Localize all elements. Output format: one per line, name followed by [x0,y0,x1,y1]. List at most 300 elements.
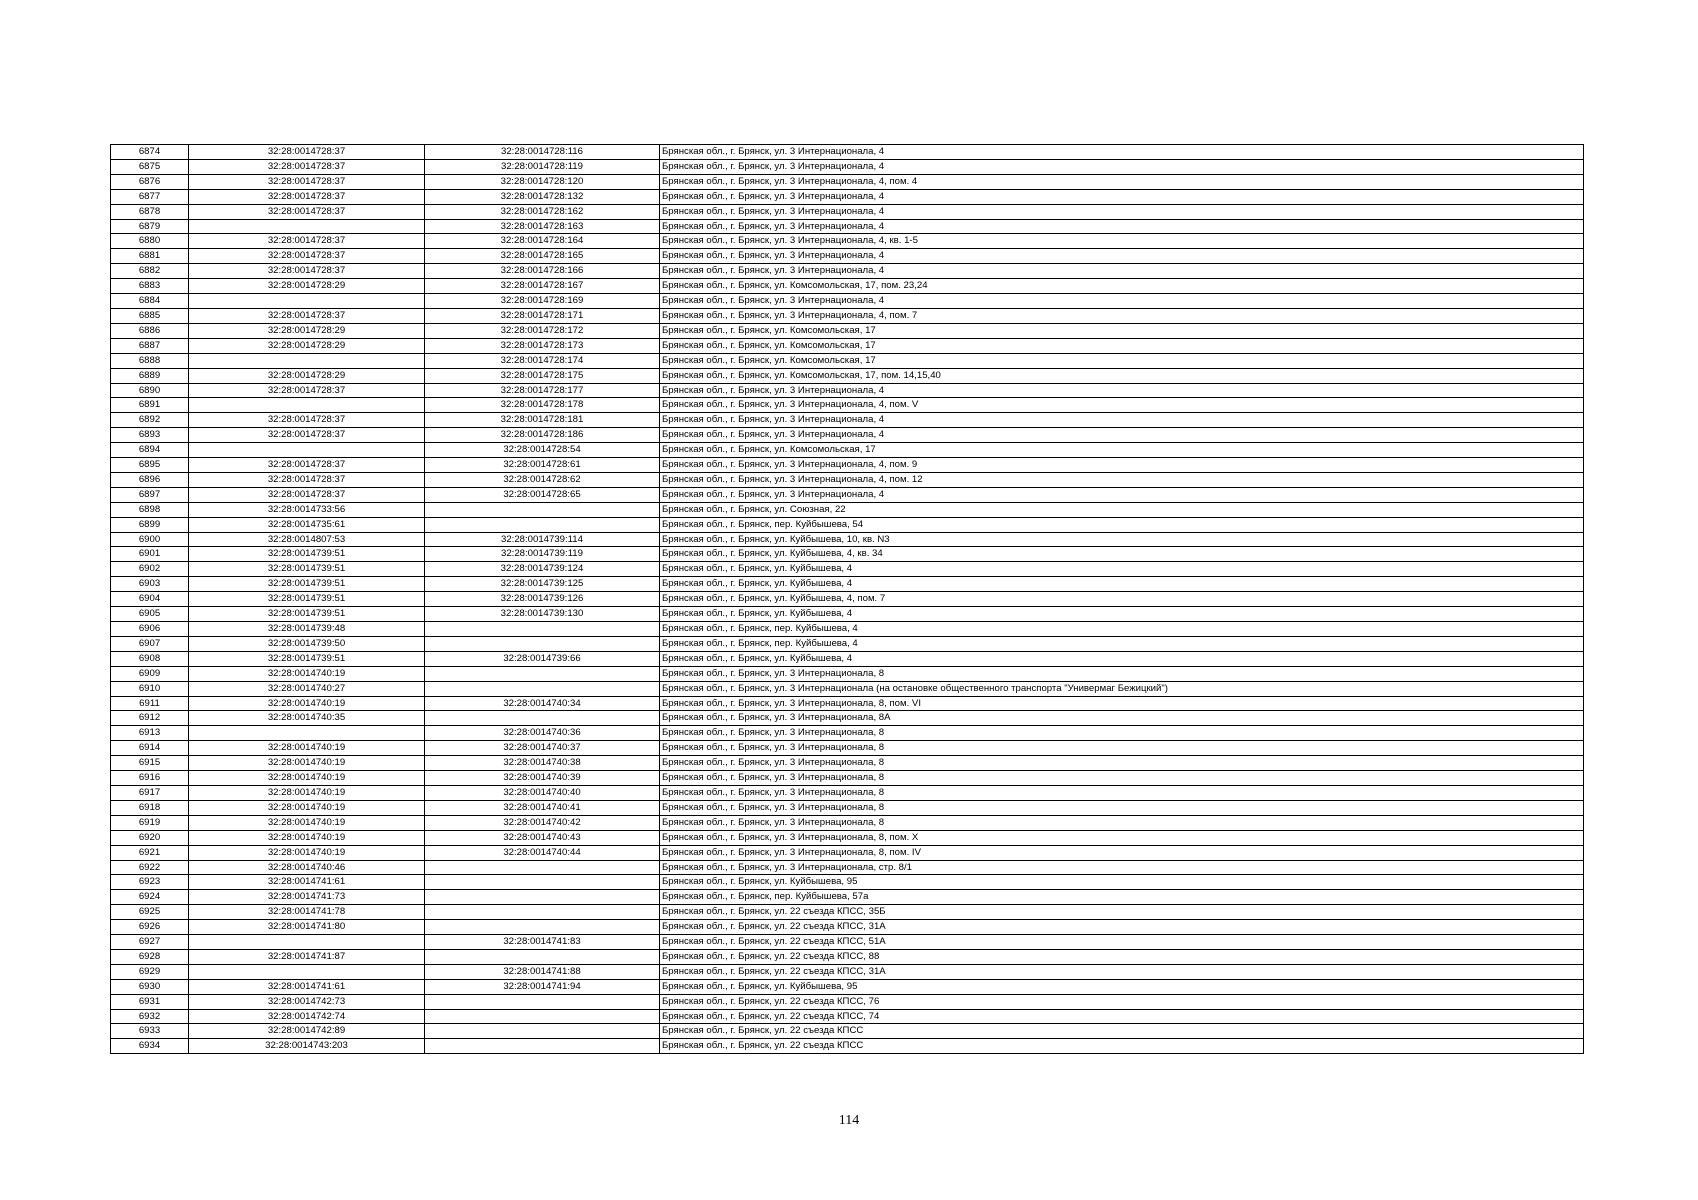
address-cell: Брянская обл., г. Брянск, ул. Куйбышева, 4 [660,577,1584,592]
parent-cadastral-number-cell: 32:28:0014728:37 [189,413,425,428]
row-number-cell: 6913 [111,726,189,741]
cadastral-number-cell: 32:28:0014740:39 [425,771,660,786]
address-cell: Брянская обл., г. Брянск, ул. Союзная, 22 [660,502,1584,517]
address-cell: Брянская обл., г. Брянск, ул. Комсомольская, 17 [660,323,1584,338]
cadastral-number-cell [425,994,660,1009]
cadastral-number-cell: 32:28:0014740:42 [425,815,660,830]
cadastral-number-cell: 32:28:0014739:130 [425,607,660,622]
parent-cadastral-number-cell: 32:28:0014728:37 [189,204,425,219]
parent-cadastral-number-cell [189,964,425,979]
table-row [111,308,1584,323]
address-cell: Брянская обл., г. Брянск, ул. Комсомольская, 17 [660,443,1584,458]
parent-cadastral-number-cell: 32:28:0014739:51 [189,651,425,666]
cadastral-number-cell: 32:28:0014728:177 [425,383,660,398]
table-row [111,353,1584,368]
parent-cadastral-number-cell: 32:28:0014728:37 [189,189,425,204]
row-number-cell: 6925 [111,905,189,920]
parent-cadastral-number-cell: 32:28:0014741:80 [189,920,425,935]
parent-cadastral-number-cell [189,726,425,741]
parent-cadastral-number-cell: 32:28:0014740:19 [189,815,425,830]
parent-cadastral-number-cell [189,398,425,413]
cadastral-number-cell: 32:28:0014728:61 [425,458,660,473]
address-cell: Брянская обл., г. Брянск, ул. 3 Интернационала, 4, кв. 1-5 [660,234,1584,249]
table-row [111,443,1584,458]
table-row [111,771,1584,786]
parent-cadastral-number-cell [189,294,425,309]
address-cell: Брянская обл., г. Брянск, ул. Куйбышева, 4 [660,562,1584,577]
row-number-cell: 6921 [111,845,189,860]
parent-cadastral-number-cell: 32:28:0014728:29 [189,368,425,383]
parent-cadastral-number-cell: 32:28:0014740:19 [189,666,425,681]
table-row [111,592,1584,607]
cadastral-number-cell: 32:28:0014728:162 [425,204,660,219]
row-number-cell: 6927 [111,935,189,950]
parent-cadastral-number-cell: 32:28:0014742:89 [189,1024,425,1039]
address-cell: Брянская обл., г. Брянск, ул. 3 Интернационала, 4 [660,294,1584,309]
row-number-cell: 6902 [111,562,189,577]
table-row [111,562,1584,577]
table-row [111,145,1584,160]
address-cell: Брянская обл., г. Брянск, ул. 3 Интернационала, 8 [660,756,1584,771]
cadastral-number-cell: 32:28:0014739:124 [425,562,660,577]
cadastral-number-cell [425,1009,660,1024]
address-cell: Брянская обл., г. Брянск, ул. 3 Интернационала (на остановке общественного транспорта "Универмаг Бежицкий") [660,681,1584,696]
row-number-cell: 6896 [111,472,189,487]
row-number-cell: 6877 [111,189,189,204]
row-number-cell: 6887 [111,338,189,353]
row-number-cell: 6934 [111,1039,189,1054]
parent-cadastral-number-cell [189,353,425,368]
address-cell: Брянская обл., г. Брянск, ул. Комсомольская, 17, пом. 23,24 [660,279,1584,294]
cadastral-number-cell [425,681,660,696]
address-cell: Брянская обл., г. Брянск, ул. 3 Интернационала, 4 [660,413,1584,428]
table-row [111,920,1584,935]
parent-cadastral-number-cell: 32:28:0014728:37 [189,145,425,160]
table-row [111,517,1584,532]
table-row [111,875,1584,890]
table-row [111,964,1584,979]
cadastral-number-cell: 32:28:0014741:88 [425,964,660,979]
row-number-cell: 6898 [111,502,189,517]
address-cell: Брянская обл., г. Брянск, ул. 22 съезда КПСС, 31А [660,964,1584,979]
cadastral-number-cell: 32:28:0014728:164 [425,234,660,249]
address-cell: Брянская обл., г. Брянск, ул. 22 съезда КПСС, 76 [660,994,1584,1009]
table-row [111,636,1584,651]
table-row [111,502,1584,517]
row-number-cell: 6920 [111,830,189,845]
cadastral-number-cell: 32:28:0014728:186 [425,428,660,443]
parent-cadastral-number-cell: 32:28:0014739:50 [189,636,425,651]
row-number-cell: 6899 [111,517,189,532]
row-number-cell: 6891 [111,398,189,413]
table-row [111,800,1584,815]
table-row [111,979,1584,994]
parent-cadastral-number-cell: 32:28:0014739:51 [189,592,425,607]
parent-cadastral-number-cell [189,219,425,234]
table-row [111,785,1584,800]
cadastral-number-cell: 32:28:0014739:114 [425,532,660,547]
parent-cadastral-number-cell: 32:28:0014739:51 [189,607,425,622]
cadastral-number-cell [425,502,660,517]
address-cell: Брянская обл., г. Брянск, ул. 3 Интернационала, 4, пом. 7 [660,308,1584,323]
cadastral-number-cell: 32:28:0014740:38 [425,756,660,771]
table-row [111,651,1584,666]
table-row [111,726,1584,741]
address-cell: Брянская обл., г. Брянск, ул. 3 Интернационала, 4 [660,428,1584,443]
cadastral-number-cell: 32:28:0014741:94 [425,979,660,994]
address-cell: Брянская обл., г. Брянск, пер. Куйбышева, 57а [660,890,1584,905]
parent-cadastral-number-cell: 32:28:0014743:203 [189,1039,425,1054]
row-number-cell: 6883 [111,279,189,294]
table-row [111,830,1584,845]
address-cell: Брянская обл., г. Брянск, ул. 3 Интернационала, 4 [660,383,1584,398]
cadastral-number-cell [425,1024,660,1039]
address-cell: Брянская обл., г. Брянск, ул. 3 Интернационала, 4 [660,219,1584,234]
row-number-cell: 6922 [111,860,189,875]
parent-cadastral-number-cell: 32:28:0014741:61 [189,979,425,994]
address-cell: Брянская обл., г. Брянск, ул. 3 Интернационала, стр. 8/1 [660,860,1584,875]
table-row [111,323,1584,338]
cadastral-number-cell: 32:28:0014728:166 [425,264,660,279]
row-number-cell: 6894 [111,443,189,458]
parent-cadastral-number-cell: 32:28:0014740:46 [189,860,425,875]
parent-cadastral-number-cell: 32:28:0014739:51 [189,577,425,592]
cadastral-number-cell: 32:28:0014740:34 [425,696,660,711]
row-number-cell: 6882 [111,264,189,279]
table-row [111,577,1584,592]
row-number-cell: 6915 [111,756,189,771]
row-number-cell: 6876 [111,174,189,189]
registry-table [110,144,1584,1054]
table-row [111,338,1584,353]
address-cell: Брянская обл., г. Брянск, ул. 22 съезда КПСС, 74 [660,1009,1584,1024]
address-cell: Брянская обл., г. Брянск, ул. 22 съезда КПСС [660,1024,1584,1039]
table-row [111,472,1584,487]
row-number-cell: 6905 [111,607,189,622]
address-cell: Брянская обл., г. Брянск, ул. 3 Интернационала, 8 [660,800,1584,815]
cadastral-number-cell [425,636,660,651]
cadastral-number-cell: 32:28:0014740:36 [425,726,660,741]
address-cell: Брянская обл., г. Брянск, ул. Комсомольская, 17 [660,353,1584,368]
parent-cadastral-number-cell: 32:28:0014728:29 [189,323,425,338]
parent-cadastral-number-cell: 32:28:0014740:19 [189,741,425,756]
table-row [111,935,1584,950]
row-number-cell: 6892 [111,413,189,428]
address-cell: Брянская обл., г. Брянск, ул. Куйбышева, 4 [660,607,1584,622]
address-cell: Брянская обл., г. Брянск, ул. 3 Интернационала, 8, пом. X [660,830,1584,845]
parent-cadastral-number-cell: 32:28:0014740:27 [189,681,425,696]
row-number-cell: 6889 [111,368,189,383]
row-number-cell: 6933 [111,1024,189,1039]
parent-cadastral-number-cell: 32:28:0014740:19 [189,845,425,860]
parent-cadastral-number-cell: 32:28:0014739:51 [189,547,425,562]
row-number-cell: 6910 [111,681,189,696]
cadastral-number-cell [425,622,660,637]
row-number-cell: 6923 [111,875,189,890]
parent-cadastral-number-cell: 32:28:0014741:61 [189,875,425,890]
parent-cadastral-number-cell: 32:28:0014728:37 [189,174,425,189]
table-row [111,458,1584,473]
table-row [111,294,1584,309]
row-number-cell: 6888 [111,353,189,368]
row-number-cell: 6911 [111,696,189,711]
address-cell: Брянская обл., г. Брянск, ул. 3 Интернационала, 8А [660,711,1584,726]
cadastral-number-cell: 32:28:0014740:40 [425,785,660,800]
parent-cadastral-number-cell: 32:28:0014742:73 [189,994,425,1009]
parent-cadastral-number-cell: 32:28:0014728:37 [189,383,425,398]
row-number-cell: 6926 [111,920,189,935]
address-cell: Брянская обл., г. Брянск, ул. Куйбышева, 10, кв. N3 [660,532,1584,547]
cadastral-number-cell: 32:28:0014740:43 [425,830,660,845]
cadastral-number-cell: 32:28:0014739:125 [425,577,660,592]
row-number-cell: 6879 [111,219,189,234]
cadastral-number-cell: 32:28:0014728:167 [425,279,660,294]
cadastral-number-cell [425,920,660,935]
cadastral-number-cell: 32:28:0014728:181 [425,413,660,428]
parent-cadastral-number-cell: 32:28:0014740:19 [189,785,425,800]
cadastral-number-cell: 32:28:0014741:83 [425,935,660,950]
row-number-cell: 6932 [111,1009,189,1024]
cadastral-number-cell: 32:28:0014728:178 [425,398,660,413]
table-row [111,174,1584,189]
address-cell: Брянская обл., г. Брянск, ул. 3 Интернационала, 4, пом. V [660,398,1584,413]
table-row [111,711,1584,726]
table-row [111,398,1584,413]
parent-cadastral-number-cell: 32:28:0014728:37 [189,428,425,443]
parent-cadastral-number-cell: 32:28:0014740:19 [189,756,425,771]
table-row [111,860,1584,875]
table-row [111,681,1584,696]
cadastral-number-cell [425,875,660,890]
address-cell: Брянская обл., г. Брянск, ул. 3 Интернационала, 8, пом. VI [660,696,1584,711]
table-row [111,487,1584,502]
address-cell: Брянская обл., г. Брянск, ул. 3 Интернационала, 8 [660,726,1584,741]
address-cell: Брянская обл., г. Брянск, ул. 22 съезда КПСС, 35Б [660,905,1584,920]
parent-cadastral-number-cell [189,443,425,458]
cadastral-number-cell [425,905,660,920]
parent-cadastral-number-cell: 32:28:0014728:37 [189,249,425,264]
parent-cadastral-number-cell: 32:28:0014728:37 [189,264,425,279]
cadastral-number-cell: 32:28:0014739:126 [425,592,660,607]
parent-cadastral-number-cell: 32:28:0014740:35 [189,711,425,726]
parent-cadastral-number-cell: 32:28:0014740:19 [189,830,425,845]
table-row [111,756,1584,771]
table-row [111,1009,1584,1024]
address-cell: Брянская обл., г. Брянск, ул. Комсомольская, 17 [660,338,1584,353]
cadastral-number-cell: 32:28:0014740:44 [425,845,660,860]
parent-cadastral-number-cell: 32:28:0014728:37 [189,458,425,473]
address-cell: Брянская обл., г. Брянск, ул. 3 Интернационала, 4, пом. 12 [660,472,1584,487]
cadastral-number-cell: 32:28:0014728:165 [425,249,660,264]
address-cell: Брянская обл., г. Брянск, ул. 22 съезда КПСС, 88 [660,949,1584,964]
parent-cadastral-number-cell: 32:28:0014728:37 [189,487,425,502]
cadastral-number-cell [425,949,660,964]
row-number-cell: 6929 [111,964,189,979]
cadastral-number-cell: 32:28:0014728:172 [425,323,660,338]
address-cell: Брянская обл., г. Брянск, ул. 3 Интернационала, 4, пом. 9 [660,458,1584,473]
cadastral-number-cell: 32:28:0014728:173 [425,338,660,353]
table-row [111,547,1584,562]
row-number-cell: 6904 [111,592,189,607]
table-row [111,622,1584,637]
parent-cadastral-number-cell [189,935,425,950]
address-cell: Брянская обл., г. Брянск, ул. 3 Интернационала, 8 [660,771,1584,786]
table-row [111,159,1584,174]
row-number-cell: 6895 [111,458,189,473]
table-row [111,532,1584,547]
address-cell: Брянская обл., г. Брянск, пер. Куйбышева, 54 [660,517,1584,532]
row-number-cell: 6930 [111,979,189,994]
row-number-cell: 6884 [111,294,189,309]
parent-cadastral-number-cell: 32:28:0014733:56 [189,502,425,517]
page-number: 114 [838,1113,860,1128]
parent-cadastral-number-cell: 32:28:0014807:53 [189,532,425,547]
cadastral-number-cell: 32:28:0014739:66 [425,651,660,666]
address-cell: Брянская обл., г. Брянск, пер. Куйбышева, 4 [660,636,1584,651]
table-row [111,279,1584,294]
row-number-cell: 6901 [111,547,189,562]
table-row [111,368,1584,383]
cadastral-number-cell [425,1039,660,1054]
cadastral-number-cell [425,711,660,726]
address-cell: Брянская обл., г. Брянск, ул. 3 Интернационала, 4 [660,487,1584,502]
table-row [111,219,1584,234]
table-row [111,413,1584,428]
table-row [111,890,1584,905]
table-row [111,741,1584,756]
table-row [111,815,1584,830]
parent-cadastral-number-cell: 32:28:0014739:51 [189,562,425,577]
row-number-cell: 6906 [111,622,189,637]
row-number-cell: 6886 [111,323,189,338]
parent-cadastral-number-cell: 32:28:0014742:74 [189,1009,425,1024]
table-row [111,949,1584,964]
registry-table-body [111,145,1584,1054]
table-row [111,249,1584,264]
cadastral-number-cell [425,517,660,532]
address-cell: Брянская обл., г. Брянск, ул. 3 Интернационала, 4 [660,159,1584,174]
row-number-cell: 6909 [111,666,189,681]
table-row [111,845,1584,860]
address-cell: Брянская обл., г. Брянск, ул. Куйбышева, 95 [660,875,1584,890]
parent-cadastral-number-cell: 32:28:0014728:37 [189,234,425,249]
address-cell: Брянская обл., г. Брянск, ул. 3 Интернационала, 4 [660,204,1584,219]
cadastral-number-cell: 32:28:0014728:132 [425,189,660,204]
row-number-cell: 6885 [111,308,189,323]
row-number-cell: 6897 [111,487,189,502]
parent-cadastral-number-cell: 32:28:0014728:37 [189,472,425,487]
address-cell: Брянская обл., г. Брянск, ул. 22 съезда КПСС [660,1039,1584,1054]
row-number-cell: 6916 [111,771,189,786]
cadastral-number-cell [425,860,660,875]
table-row [111,383,1584,398]
row-number-cell: 6917 [111,785,189,800]
table-row [111,1024,1584,1039]
cadastral-number-cell: 32:28:0014739:119 [425,547,660,562]
row-number-cell: 6918 [111,800,189,815]
row-number-cell: 6878 [111,204,189,219]
table-row [111,234,1584,249]
cadastral-number-cell: 32:28:0014728:54 [425,443,660,458]
address-cell: Брянская обл., г. Брянск, ул. 3 Интернационала, 8 [660,741,1584,756]
address-cell: Брянская обл., г. Брянск, ул. 3 Интернационала, 4 [660,145,1584,160]
address-cell: Брянская обл., г. Брянск, ул. 3 Интернационала, 8 [660,815,1584,830]
table-row [111,607,1584,622]
parent-cadastral-number-cell: 32:28:0014728:29 [189,279,425,294]
cadastral-number-cell: 32:28:0014728:119 [425,159,660,174]
row-number-cell: 6890 [111,383,189,398]
parent-cadastral-number-cell: 32:28:0014740:19 [189,696,425,711]
row-number-cell: 6875 [111,159,189,174]
table-row [111,428,1584,443]
cadastral-number-cell: 32:28:0014728:174 [425,353,660,368]
cadastral-number-cell: 32:28:0014728:65 [425,487,660,502]
parent-cadastral-number-cell: 32:28:0014735:61 [189,517,425,532]
table-row [111,905,1584,920]
address-cell: Брянская обл., г. Брянск, ул. 3 Интернационала, 8 [660,785,1584,800]
cadastral-number-cell: 32:28:0014728:120 [425,174,660,189]
address-cell: Брянская обл., г. Брянск, ул. Куйбышева, 4, кв. 34 [660,547,1584,562]
table-row [111,189,1584,204]
parent-cadastral-number-cell: 32:28:0014741:78 [189,905,425,920]
cadastral-number-cell [425,890,660,905]
parent-cadastral-number-cell: 32:28:0014740:19 [189,800,425,815]
parent-cadastral-number-cell: 32:28:0014741:73 [189,890,425,905]
table-row [111,666,1584,681]
row-number-cell: 6900 [111,532,189,547]
address-cell: Брянская обл., г. Брянск, ул. 22 съезда КПСС, 31А [660,920,1584,935]
row-number-cell: 6931 [111,994,189,1009]
address-cell: Брянская обл., г. Брянск, ул. Куйбышева, 4, пом. 7 [660,592,1584,607]
table-row [111,264,1584,279]
cadastral-number-cell: 32:28:0014740:41 [425,800,660,815]
parent-cadastral-number-cell: 32:28:0014739:48 [189,622,425,637]
table-row [111,1039,1584,1054]
row-number-cell: 6874 [111,145,189,160]
table-row [111,696,1584,711]
row-number-cell: 6880 [111,234,189,249]
parent-cadastral-number-cell: 32:28:0014728:37 [189,308,425,323]
cadastral-number-cell: 32:28:0014740:37 [425,741,660,756]
address-cell: Брянская обл., г. Брянск, пер. Куйбышева, 4 [660,622,1584,637]
row-number-cell: 6914 [111,741,189,756]
address-cell: Брянская обл., г. Брянск, ул. 3 Интернационала, 4 [660,189,1584,204]
parent-cadastral-number-cell: 32:28:0014728:37 [189,159,425,174]
address-cell: Брянская обл., г. Брянск, ул. Куйбышева, 95 [660,979,1584,994]
row-number-cell: 6924 [111,890,189,905]
row-number-cell: 6907 [111,636,189,651]
address-cell: Брянская обл., г. Брянск, ул. Комсомольская, 17, пом. 14,15,40 [660,368,1584,383]
cadastral-number-cell: 32:28:0014728:163 [425,219,660,234]
cadastral-number-cell: 32:28:0014728:116 [425,145,660,160]
row-number-cell: 6908 [111,651,189,666]
address-cell: Брянская обл., г. Брянск, ул. 3 Интернационала, 4 [660,264,1584,279]
row-number-cell: 6893 [111,428,189,443]
row-number-cell: 6928 [111,949,189,964]
parent-cadastral-number-cell: 32:28:0014740:19 [189,771,425,786]
cadastral-number-cell [425,666,660,681]
cadastral-number-cell: 32:28:0014728:62 [425,472,660,487]
address-cell: Брянская обл., г. Брянск, ул. Куйбышева, 4 [660,651,1584,666]
address-cell: Брянская обл., г. Брянск, ул. 3 Интернационала, 8, пом. IV [660,845,1584,860]
cadastral-number-cell: 32:28:0014728:169 [425,294,660,309]
cadastral-number-cell: 32:28:0014728:175 [425,368,660,383]
row-number-cell: 6912 [111,711,189,726]
table-row [111,994,1584,1009]
address-cell: Брянская обл., г. Брянск, ул. 3 Интернационала, 4 [660,249,1584,264]
row-number-cell: 6903 [111,577,189,592]
address-cell: Брянская обл., г. Брянск, ул. 3 Интернационала, 4, пом. 4 [660,174,1584,189]
